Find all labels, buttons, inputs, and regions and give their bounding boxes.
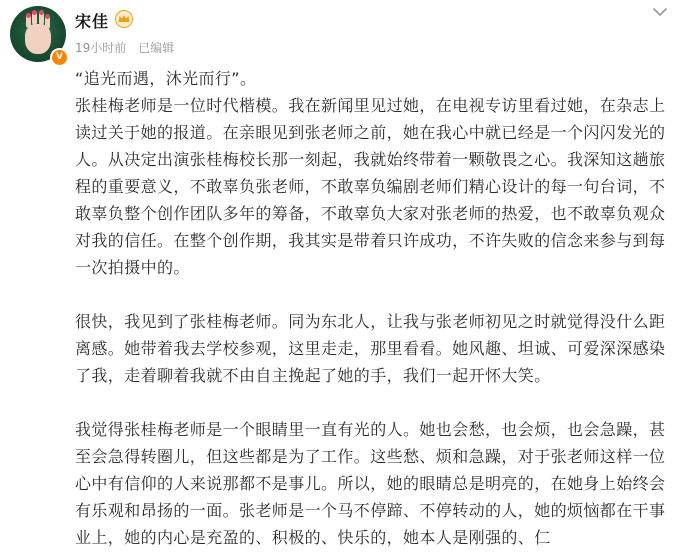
post-content xyxy=(75,65,675,551)
avatar-nail xyxy=(39,10,44,15)
chevron-down-icon[interactable] xyxy=(650,4,670,20)
post-paragraph: 我觉得张桂梅老师是一个眼睛里一直有光的人。她也会愁，也会烦，也会急躁，甚至会急得转圈儿，但这些都是为了工作。这些愁、烦和急躁，对于张老师这样一位心中有信仰的人来说那都不是事儿。所以，她的眼睛总是明亮的，在她身上始终会有乐观和昂扬的一面。张老师是一个马不停蹄、不停转动的人，她的烦恼都在干事业上，她的内心是充盈的、积极的、快乐的，她本人是刚强的、仁 xyxy=(75,420,666,547)
paragraph-gap xyxy=(75,281,675,308)
post-paragraph: 很快，我见到了张桂梅老师。同为东北人，让我与张老师初见之时就觉得没什么距离感。她带着我去学校参观，这里走走，那里看看。她风趣、坦诚、可爱深深感染了我，走着聊着我就不由自主挽起了她的手，我们一起开怀大笑。 xyxy=(75,312,666,385)
post-quote: “追光而遇，沐光而行”。 xyxy=(75,69,257,88)
author-name[interactable]: 宋佳 xyxy=(75,12,110,31)
post-meta xyxy=(75,39,182,56)
avatar-nail xyxy=(26,13,31,18)
paragraph-gap xyxy=(75,389,675,416)
crown-icon xyxy=(114,10,134,28)
avatar-nail xyxy=(32,10,37,15)
post-header xyxy=(0,0,680,70)
avatar-nail xyxy=(45,14,50,19)
post-paragraph: 张桂梅老师是一位时代楷模。我在新闻里见过她，在电视专访里看过她，在杂志上读过关于她的报道。在亲眼见到张老师之前，她在我心中就已经是一个闪闪发光的人。从决定出演张桂梅校长那一刻起，我就始终带着一颗敬畏之心。我深知这趟旅程的重要意义，不敢辜负张老师，不敢辜负编剧老师们精心设计的每一句台词，不敢辜负整个创作团队多年的筹备，不敢辜负大家对张老师的热爱，也不敢辜负观众对我的信任。在整个创作期，我其实是带着只许成功，不许失败的信念来参与到每一次拍摄中的。 xyxy=(75,96,666,277)
post-time[interactable]: 19小时前 xyxy=(75,41,127,55)
verified-badge-icon: V xyxy=(50,48,69,67)
edited-label: 已编辑 xyxy=(138,41,175,55)
